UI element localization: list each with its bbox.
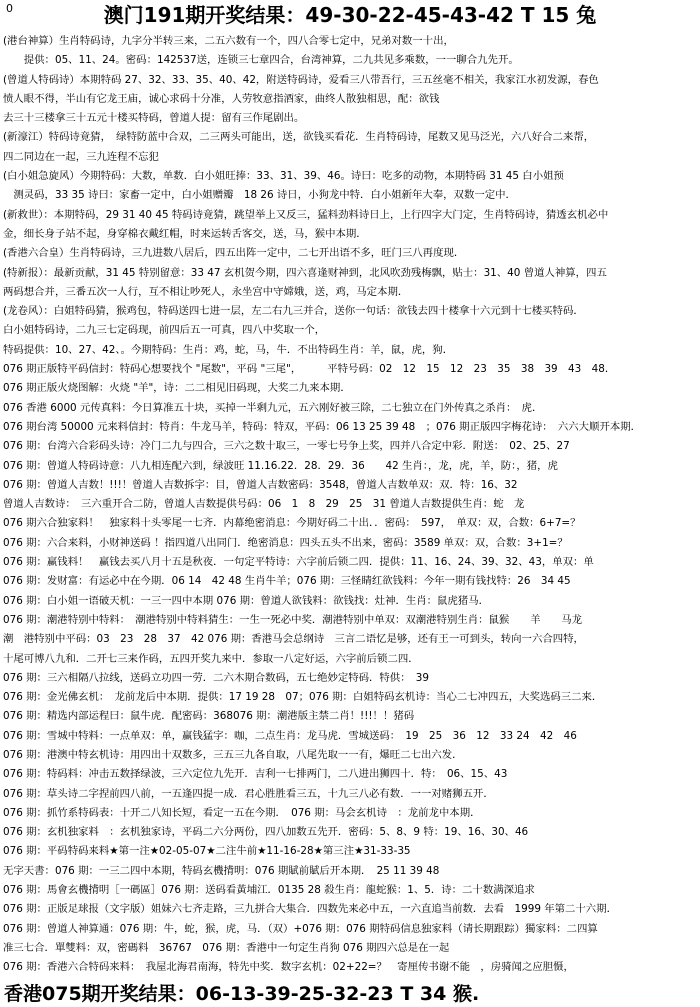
text-line: 076 期：六合来料，小财神送码 ！指四道八出同门．绝密消息：四头五头不出来，密码：3589 单双：双，合数：3+1=？ <box>3 536 568 549</box>
text-line: 特码提供：10、27、42、。今期特码：生肖：鸡，蛇，马，牛．不出特码生肖：羊，鼠，虎，狗． <box>3 343 454 356</box>
text-line: 潮 港特别中平码：03 23 28 37 42 076 期：香港马会总纲诗 三言二语忆是够，还有王一可到头，转向一六合四特， <box>3 633 584 646</box>
text-line: 白小姐特码诗，二九三七定码现，前四后五一可真，四八中奖取一个， <box>3 324 326 337</box>
text-line: 076 期：正版足球报（文字版）姐妹六七齐走路，三九拼合大集合．四数先来必中五，一六直追当前数．去看 1999 年第二十六期． <box>3 903 617 916</box>
footer-result: 香港075期开奖结果：06-13-39-25-32-23 T 34 猴. <box>4 983 480 1005</box>
text-line: 076 期：发财富：有运必中在今期．06 14 42 48 生肖牛羊；076 期：三怪睛红欲钱料：今年一期有钱找特：26 34 45 <box>3 575 571 588</box>
text-line: (曾道人特码诗）本期特码 27、32、33、35、40、42，附送特码诗，爱看三八带吾行，三五丝毫不相关，我家江水初发源，春色 <box>3 73 599 86</box>
text-line: 076 期正版特平码信封：特码心想要找个 "尾数"，平码 "三尾"， 平特号码：02 12 15 12 23 35 38 39 43 48． <box>3 363 616 376</box>
text-line: (港台神算）生肖特码诗，九字分半转三来，二五六数有一个，四八合零七定中，兄弟对数一十出， <box>3 35 454 47</box>
corner-mark: 0 <box>6 2 13 15</box>
text-line: 076 期：港澳中特玄机诗：用四出十双数多，三五三九各自取，八尾先取一一有，爆旺二七出六发． <box>3 748 463 761</box>
text-line: 去三十三楼拿三十五元十楼买特码，曾道人提：留有三作尾剧出。 <box>3 112 305 125</box>
text-line: 076 期：精选内部运程曰：鼠牛虎．配密码：368076 期：潮港版主禁二肖！!!!！！猪码 <box>3 710 415 723</box>
text-line: 076 期：雪城中特料：一点单双：单，赢钱猛字：咖，二点生肖：龙马虎．雪城送码： 19 25 36 12 33 24 42 46 <box>3 729 577 742</box>
text-line: 四二同边在一起，三九连程不忘犯 <box>3 150 159 163</box>
text-line: 076 期：曾道人特码诗意：八九相连配六到，绿波旺 11.16.22．28．29．36 42 生肖：，龙，虎，羊，防：，猪，虎 <box>3 459 558 472</box>
text-line: 准三七合．單雙料：双，密碼料 36767 076 期：香港中一句定生肖狗 076 期四六总是在一起 <box>3 941 450 954</box>
text-line: 076 期：金光佛玄机： 龙前龙后中本期．提供：17 19 28 07；076 期：白姐特码玄机诗：当心二七冲四五，大奖选码三二来． <box>3 691 603 704</box>
text-line: 076 期：潮港特别中特料： 潮港特别中特料猜生：一生一死必中奖．潮港特别中单双：双潮港特别生肖：鼠猴 羊 马龙 <box>3 613 583 626</box>
text-line: (龙卷风）：白姐特码猜，猴鸡包，特码送四七进一层，左二右九三并合，送你一句话：欲钱去四十楼拿十六元到十七楼买特码． <box>3 305 584 318</box>
text-line: 076 期：香港六合特码来料： 我屋北海君南海，特先中奖．数字玄机：02+22=？ 寄厘传书谢不能 ，房骑闻之应胆慑， <box>3 961 574 974</box>
text-line: 076 期：白小姐一语破天机：一三一四中本期 076 期：曾道人欲钱料：欲钱找：灶神．生肖：鼠虎猪马． <box>3 594 489 607</box>
text-line: (白小姐急旋风）今期特码：大数，单数．白小姐旺捧：33、31、39、46。诗曰：吃多的动物，本期特码 31 45 白小姐预 <box>3 170 564 183</box>
text-line: 076 期：馬會玄機揹明［一碼區］076 期：送码看黃埔江．0135 28 殺生肖：龍蛇猴：1、5．诗：二十数满深追求 <box>3 884 535 897</box>
text-line: 076 香港 6000 元传真料：今日算准五十块，买掉一半剩九元，五六刚好被三除，二七独立在门外传真之杀肖： 虎． <box>3 401 543 414</box>
text-line: 076 期：三六相隔八拉线，送码立功四一劳．二六木期合数码，五七绝妙定特码．特供： 39 <box>3 671 429 684</box>
text-line: (香港六合皇）生肖特码诗，三九进数八居后，四五出阵一定中，二七开出语不多，旺门三八再度现． <box>3 247 465 260</box>
text-line: 076 期台湾 50000 元来料信封：特肖：牛龙马羊，特码：特双，平码：06 13 25 39 48 ；076 期正版四字梅花诗： 六六大顺开本期． <box>3 420 642 433</box>
text-line: 076 期：赢钱料！ 赢钱去买八月十五是秋夜．一句定平特诗：六字前后锁二四．提供：11、16、24、39、32、43，单双：单 <box>3 556 594 569</box>
text-line: (特新报）：最新贡献，31 45 特别留意：33 47 玄机贺今期，四六喜逢财神到，北风吹劲残梅飘，贴士：31、40 曾道人神算，四五 <box>3 266 607 279</box>
text-line: 无字天書：076 期：一三二四中本期，特码玄機揹明：076 期賦前賦后开本期． 25 11 39 48 <box>3 864 440 877</box>
text-line: 076 期六合独家料！ 独家料十头零尾一七齐．内幕绝密消息：今期好码二十出．．密码： 597， 单双：双，合数：6+7=？ <box>3 517 581 530</box>
text-line: 十尾可博八九和．二开七三来作码，五四开奖九来中．参取一八定好运，六字前后锁二四． <box>3 652 419 665</box>
text-line: 076 期：抓竹系特码表：十开二八知长短，看定一五在今期． 076 期：马会玄机诗 ：龙前龙中本期． <box>3 806 481 819</box>
text-line: 076 期：平码特码来料★第一注★02-05-07★二注牛前★11-16-28★第三注★31-33-35 <box>3 845 411 858</box>
text-line: 076 期：草头诗二字捏前四八前，一五逢四提一成．君心胜胜看三五，十九三八必有数．一一对赌狮五开． <box>3 787 494 800</box>
text-line: (新救世）：本期特码，29 31 40 45 特码诗竟猜，跳望举上又反三，猛料劲料诗日上，上行四字大门定，生肖特码诗，猜透玄机必中 <box>3 208 609 221</box>
text-line: 愤人眼不得，半山有它龙王庙，诚心求码十分准，人劳牧意指酒家，曲终人散独相思，配：欲钱 <box>3 92 440 105</box>
text-line: 曾道人吉数诗： 三六重开合二防，曾道人吉数提供号码：06 1 8 29 25 31 曾道人吉数提供生肖：蛇 龙 <box>3 498 525 511</box>
text-line: 076 期：曾道人神算通：076 期：牛，蛇，猴，虎，马．（双）+076 期：076 期特码信息独家料（请长期跟踪）獨家料：二四算 <box>3 922 598 935</box>
text-line: 两码想合并，三番五次一人行，互不相让吵死人，永坐宫中守嫦娥，送，鸡，马定本期． <box>3 285 409 298</box>
text-line: 076 期：台湾六合彩码头诗：冷门二九与四合，三六之数十取三，一零七号争上奖，四并八合定中彩．附送： 02、25、27 <box>3 440 570 453</box>
text-body <box>3 32 697 980</box>
text-line: 076 期：特码料：冲击五数择绿波，三六定位九先开．吉利一七排两门，二八进出狮四十．特： 06、15、43 <box>3 768 508 781</box>
text-line: (新濠江）特码诗竟猜， 绿特防蓝中合双，二三两头可能出，送，欲钱买看花．生肖特码诗，尾数又见马泛光，六八好合二来帮， <box>3 131 595 144</box>
text-line: 076 期：曾道人吉数！!!!！曾道人吉数拆字：目，曾道人吉数密码：3548，曾道人吉数单双：双．特：16、32 <box>3 478 518 491</box>
text-line: 076 期正版火烧图解：火烧 "羊"，诗：二二相见旧码现，大奖二九来本期． <box>3 382 351 395</box>
text-line: 测灵码，33 35 诗曰：家畜一定中，白小姐赠瓣 18 26 诗日，小狗龙中特．白小姐新年大奉，双数一定中． <box>3 189 516 202</box>
text-line: 076 期：玄机独家料 ：玄机独家诗，平码二六分两份，四八加数五先开．密码：5、8、9 特：19、16、30、46 <box>3 826 529 839</box>
text-line: 提供：05、11、24。密码：142537送，连锁三七章四合，台湾神算，二九共见多乘数，一一聊合九先开。 <box>3 54 519 67</box>
text-line: 金，细长身子站不起，身穿棉衣戴红帽，时来运转舌客交，送，马，猴中本期． <box>3 227 367 240</box>
page-title: 澳门191期开奖结果：49-30-22-45-43-42 T 15 兔 <box>103 3 597 27</box>
text-line <box>3 978 697 980</box>
